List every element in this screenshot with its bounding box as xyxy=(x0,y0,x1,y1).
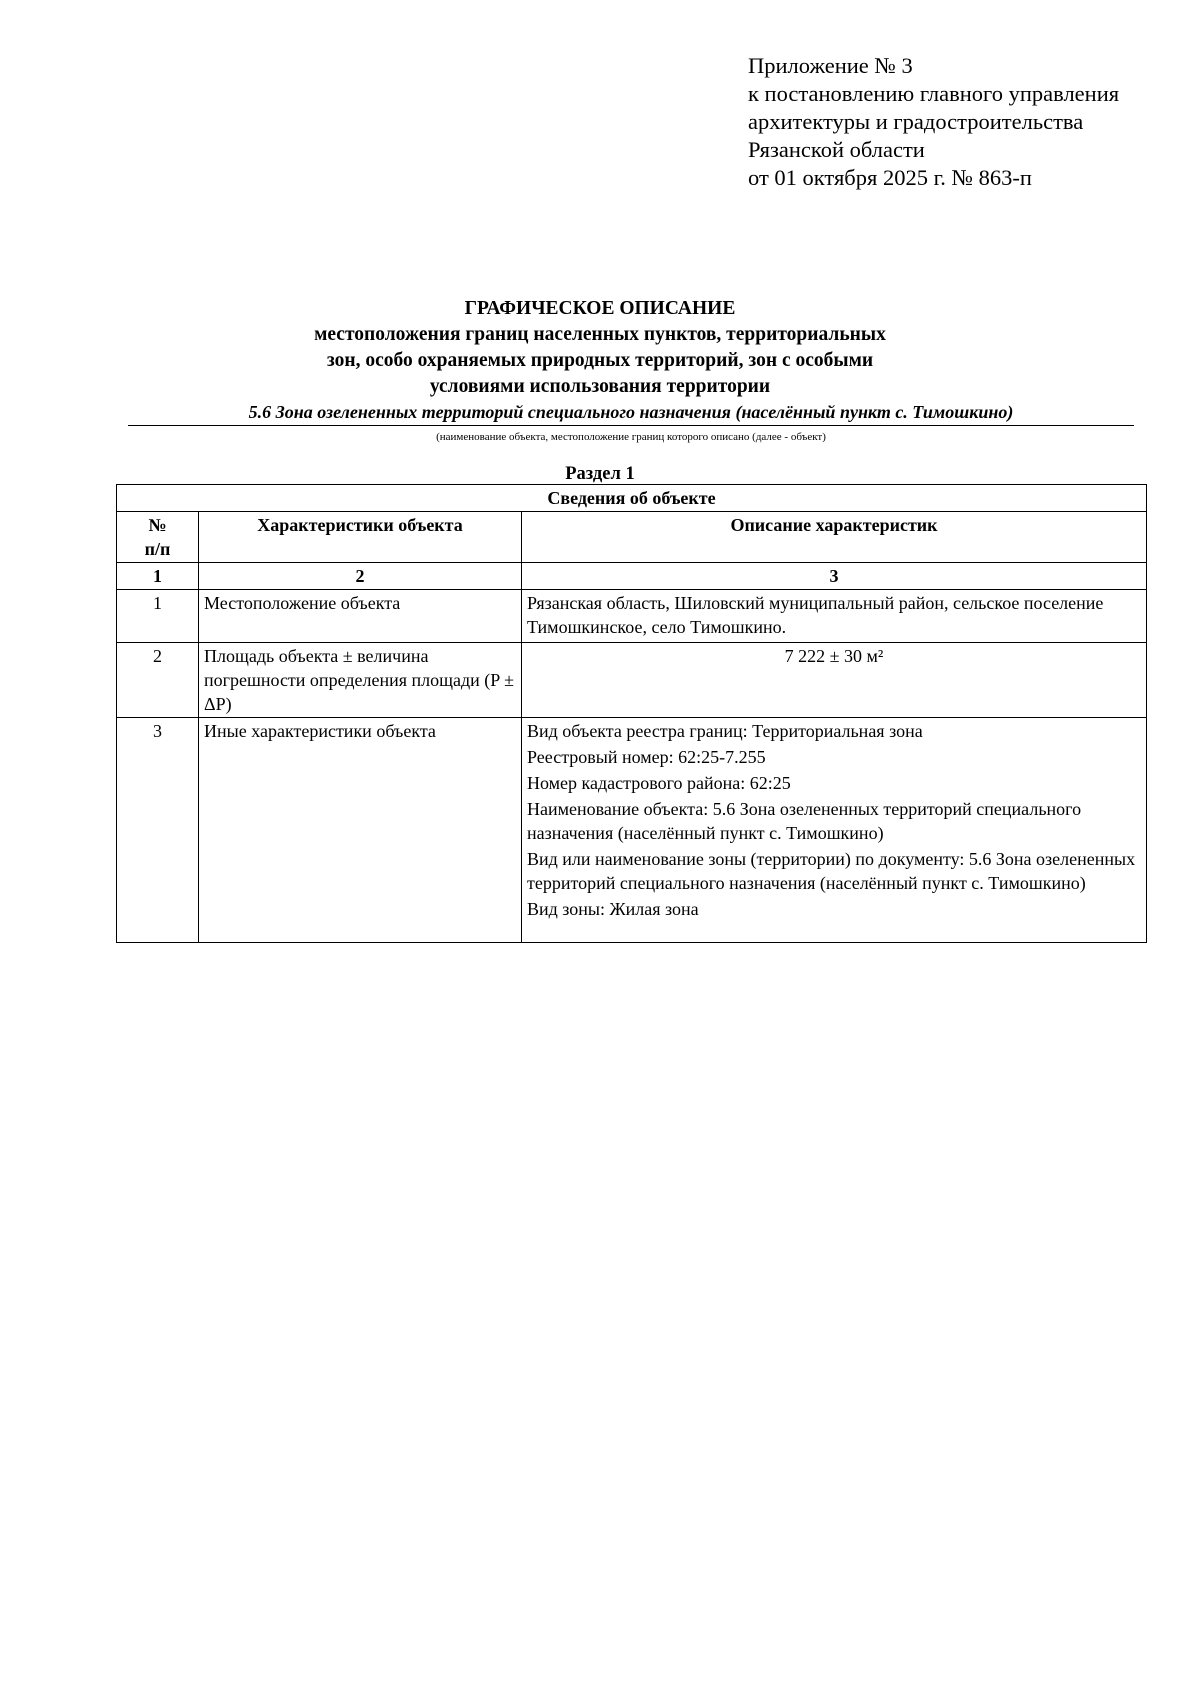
section-title: Раздел 1 xyxy=(565,464,635,484)
row-description xyxy=(522,590,1147,643)
document-heading xyxy=(100,296,1100,400)
appendix-line: Рязанской области xyxy=(748,137,925,162)
row-characteristic: Иные характеристики объекта xyxy=(199,718,522,943)
object-info-table xyxy=(116,484,1147,943)
column-number-row xyxy=(117,563,1147,590)
description-line: Вид или наименование зоны (территории) по документу: 5.6 Зона озелененных территорий специального назначения (населённый пункт с. Тимошкино) xyxy=(527,849,1136,893)
object-caption: (наименование объекта, местоположение границ которого описано (далее - объект) xyxy=(436,431,826,443)
table-row xyxy=(117,590,1147,643)
table-row xyxy=(117,718,1147,943)
heading-line: зон, особо охраняемых природных территорий, зон с особыми xyxy=(326,350,874,371)
heading-line: местоположения границ населенных пунктов, территориальных xyxy=(314,324,886,345)
row-number: 3 xyxy=(117,718,199,943)
description-line: Наименование объекта: 5.6 Зона озелененных территорий специального назначения (населённый пункт с. Тимошкино) xyxy=(527,799,1082,843)
column-number: 1 xyxy=(117,563,199,590)
table-caption: Сведения об объекте xyxy=(117,485,1147,512)
appendix-block xyxy=(748,52,1188,192)
heading-line: условиями использования территории xyxy=(429,376,771,397)
row-description xyxy=(522,718,1147,943)
object-title: 5.6 Зона озелененных территорий специального назначения (населённый пункт с. Тимошкино) xyxy=(128,401,1134,426)
description-line: Реестровый номер: 62:25-7.255 xyxy=(527,747,766,767)
header-characteristic: Характеристики объекта xyxy=(199,512,522,563)
header-number: № п/п xyxy=(117,512,199,563)
appendix-line: от 01 октября 2025 г. № 863-п xyxy=(748,165,1032,190)
table-header-row xyxy=(117,512,1147,563)
row-description xyxy=(522,643,1147,718)
header-description: Описание характеристик xyxy=(522,512,1147,563)
description-line: Вид зоны: Жилая зона xyxy=(527,899,699,919)
row-number: 1 xyxy=(117,590,199,643)
description-line: 7 222 ± 30 м² xyxy=(784,646,884,666)
description-line: Вид объекта реестра границ: Территориальная зона xyxy=(527,721,923,741)
appendix-line: Приложение № 3 xyxy=(748,53,913,78)
column-number: 2 xyxy=(199,563,522,590)
row-characteristic: Местоположение объекта xyxy=(199,590,522,643)
description-line: Номер кадастрового района: 62:25 xyxy=(527,773,791,793)
row-characteristic: Площадь объекта ± величина погрешности определения площади (P ± ΔP) xyxy=(199,643,522,718)
appendix-line: архитектуры и градостроительства xyxy=(748,109,1084,134)
table-row xyxy=(117,643,1147,718)
table-caption-row xyxy=(117,485,1147,512)
column-number: 3 xyxy=(522,563,1147,590)
heading-title: ГРАФИЧЕСКОЕ ОПИСАНИЕ xyxy=(464,298,736,319)
description-line: Рязанская область, Шиловский муниципальный район, сельское поселение Тимошкинское, село Тимошкино. xyxy=(527,593,1104,637)
row-number: 2 xyxy=(117,643,199,718)
appendix-line: к постановлению главного управления xyxy=(748,81,1120,106)
